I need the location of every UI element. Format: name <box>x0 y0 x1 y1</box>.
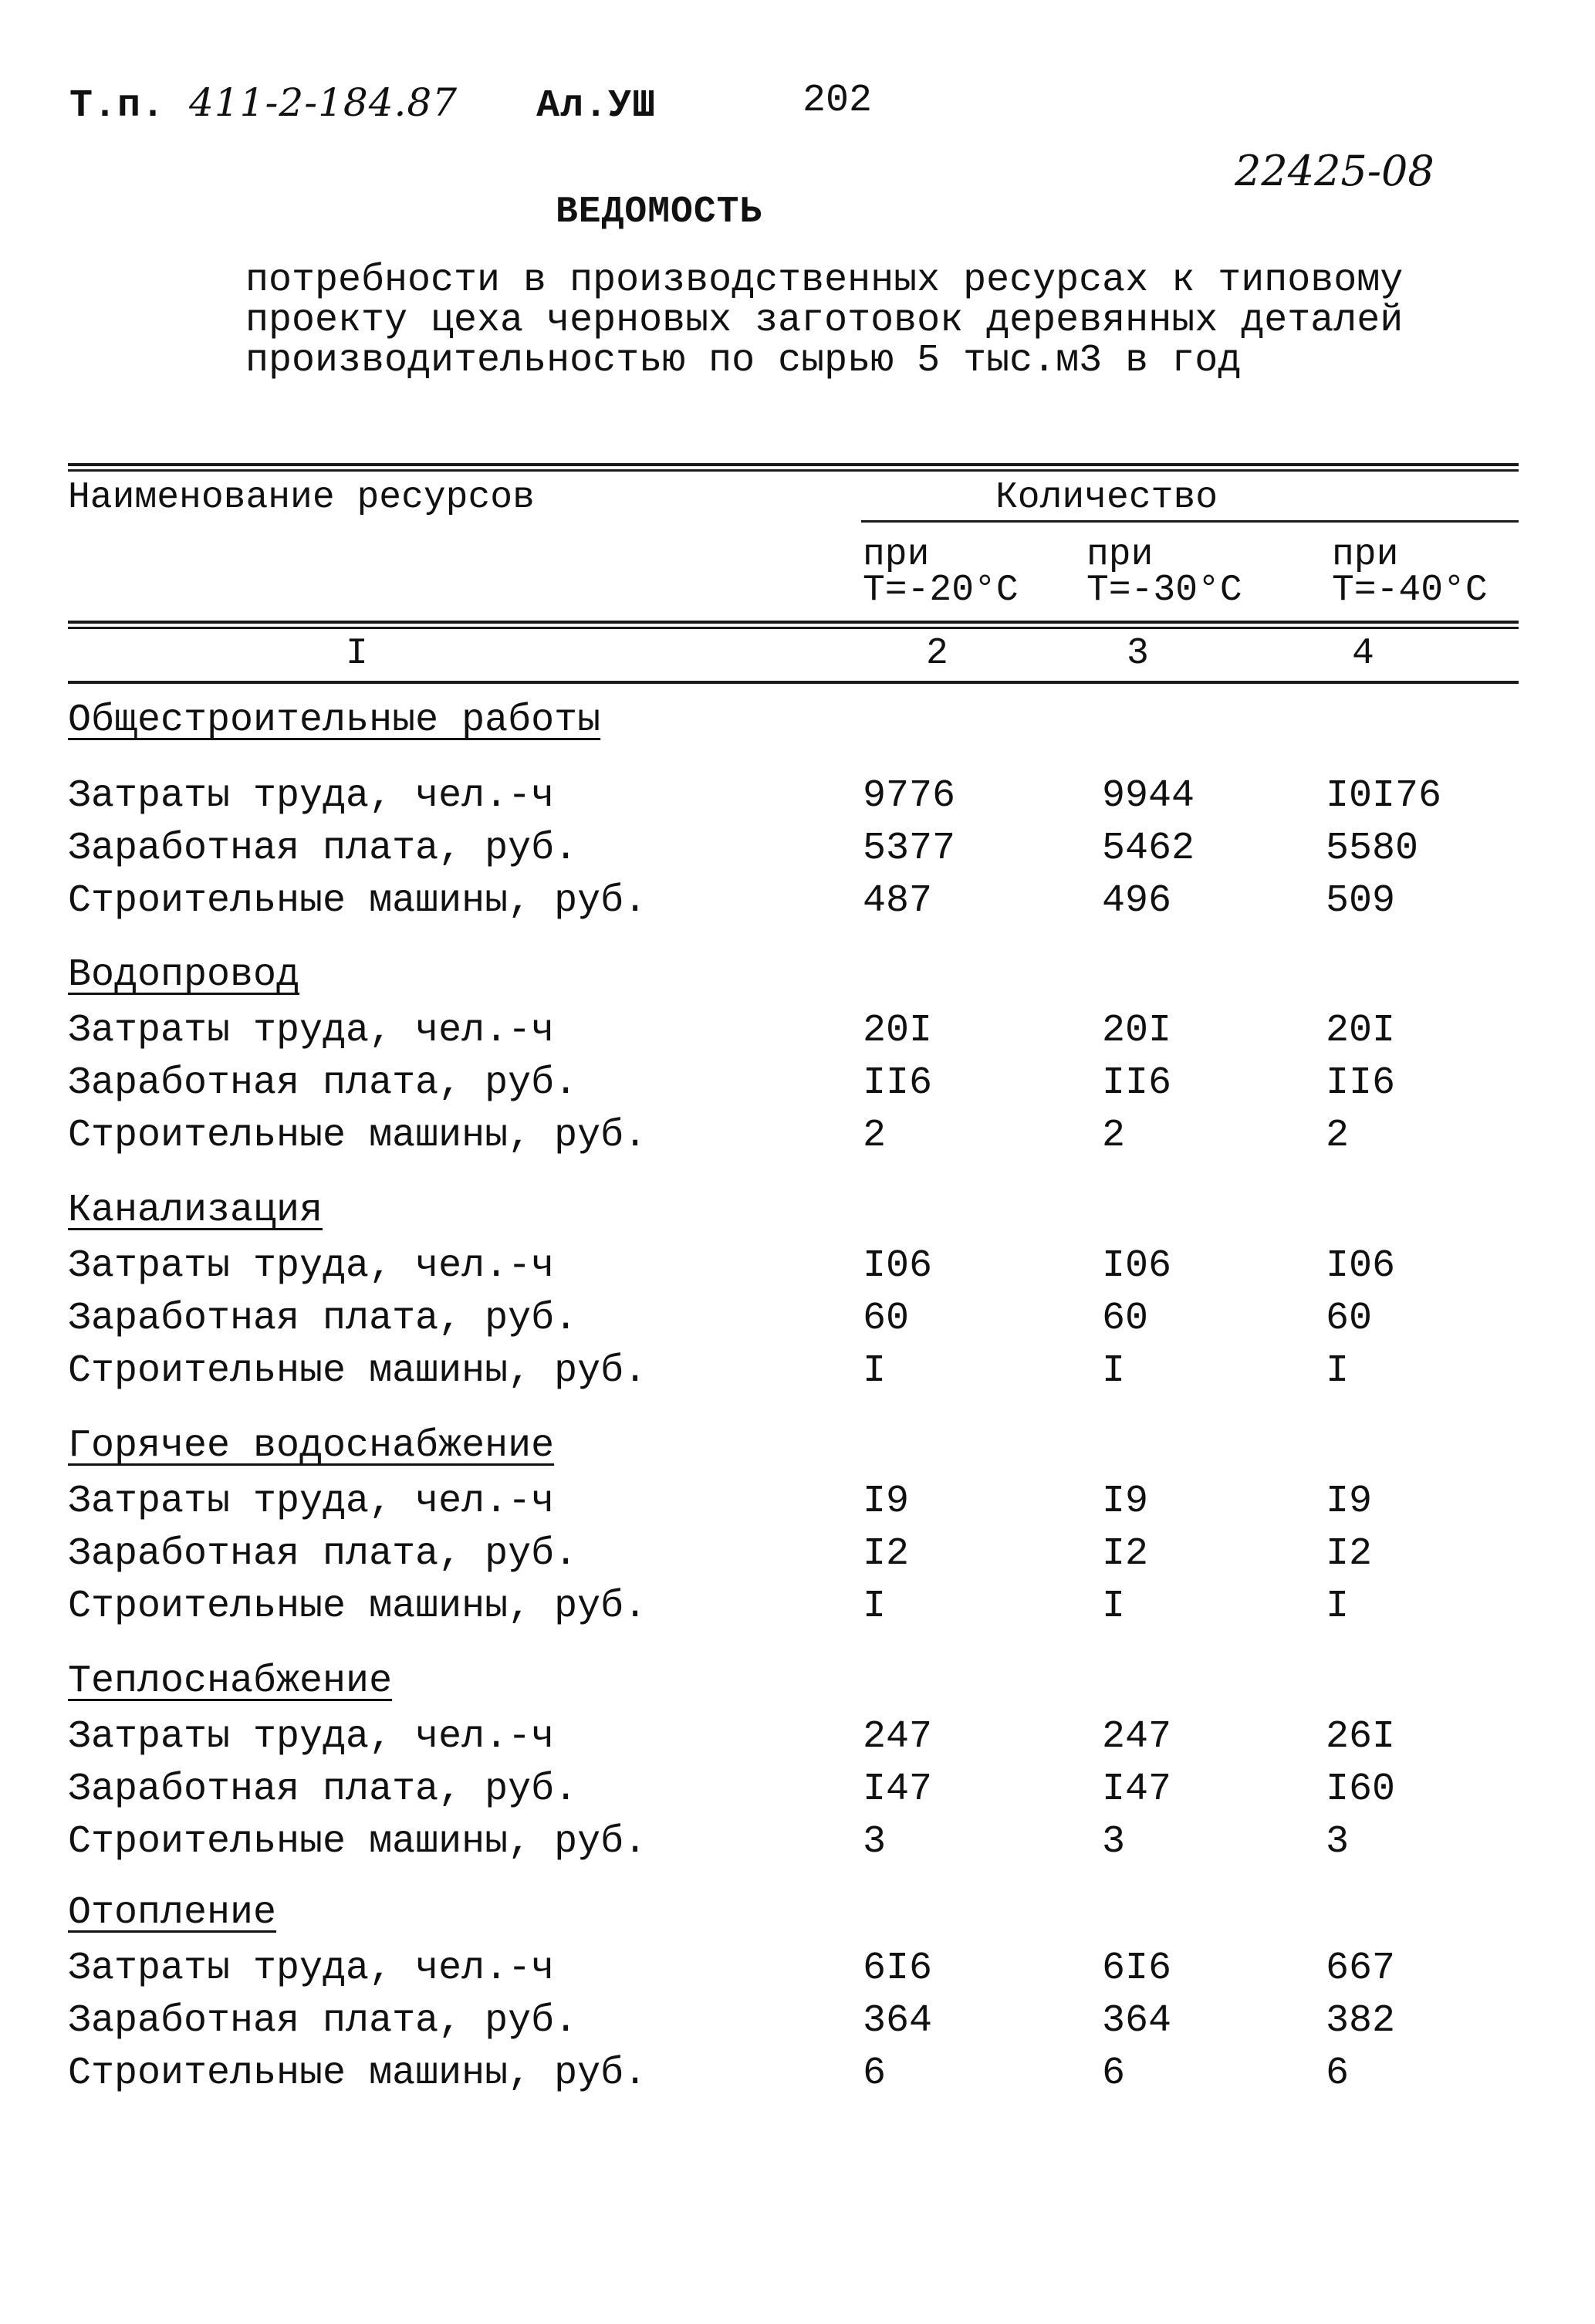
col-header-name: Наименование ресурсов <box>68 477 535 519</box>
condition-col-3 <box>1086 534 1242 611</box>
section-title: Теплоснабжение <box>68 1659 393 1703</box>
document-title: ВЕДОМОСТЬ <box>556 191 763 233</box>
project-code: 411-2-184.87 <box>189 80 458 125</box>
table-cell-col-4: I06 <box>1326 1244 1396 1288</box>
table-cell-col-3: 5462 <box>1102 827 1195 871</box>
row-label: Строительные машины, руб. <box>68 879 647 923</box>
table-cell-col-3: 496 <box>1102 879 1172 923</box>
table-cell-col-2: I2 <box>863 1532 910 1576</box>
row-label: Затраты труда, чел.-ч <box>68 1947 555 1991</box>
row-label: Затраты труда, чел.-ч <box>68 1715 555 1759</box>
table-cell-col-4: I <box>1326 1349 1350 1393</box>
col-header-quantity: Количество <box>995 477 1218 519</box>
header-bottom-rule-2 <box>68 627 1519 629</box>
row-label: Строительные машины, руб. <box>68 2052 647 2096</box>
row-label: Затраты труда, чел.-ч <box>68 1009 555 1053</box>
table-cell-col-4: 3 <box>1326 1820 1350 1864</box>
table-cell-col-3: I <box>1102 1349 1126 1393</box>
table-cell-col-4: 382 <box>1326 1999 1396 2043</box>
row-label: Заработная плата, руб. <box>68 827 578 871</box>
row-label: Строительные машины, руб. <box>68 1820 647 1864</box>
table-cell-col-2: I47 <box>863 1768 933 1812</box>
table-cell-col-2: 3 <box>863 1820 887 1864</box>
condition-temp: Т=-40°С <box>1332 570 1488 611</box>
doc-header <box>69 80 656 128</box>
col-number-2: 2 <box>926 633 948 675</box>
section-title: Общестроительные работы <box>68 699 601 743</box>
section-title: Водопровод <box>68 953 300 997</box>
row-label: Заработная плата, руб. <box>68 1532 578 1576</box>
row-label: Строительные машины, руб. <box>68 1349 647 1393</box>
table-cell-col-3: 20I <box>1102 1009 1172 1053</box>
table-cell-col-3: I <box>1102 1585 1126 1629</box>
document-subtitle <box>245 261 1403 381</box>
table-cell-col-4: 2 <box>1326 1114 1350 1158</box>
table-cell-col-3: 60 <box>1102 1297 1149 1341</box>
table-cell-col-2: 487 <box>863 879 933 923</box>
table-cell-col-4: I2 <box>1326 1532 1373 1576</box>
table-cell-col-4: I9 <box>1326 1480 1373 1524</box>
album-label: Ал.УШ <box>536 84 657 128</box>
condition-temp: Т=-20°С <box>863 570 1019 611</box>
table-cell-col-4: I <box>1326 1585 1350 1629</box>
condition-label: при <box>1332 534 1399 576</box>
row-label: Строительные машины, руб. <box>68 1114 647 1158</box>
col-number-4: 4 <box>1352 633 1374 675</box>
table-top-rule <box>68 463 1519 466</box>
condition-label: при <box>863 534 930 576</box>
table-cell-col-2: 364 <box>863 1999 933 2043</box>
header-bottom-rule <box>68 621 1519 624</box>
table-cell-col-2: 2 <box>863 1114 887 1158</box>
table-top-rule-2 <box>68 469 1519 472</box>
table-cell-col-3: 247 <box>1102 1715 1172 1759</box>
section-title: Горячее водоснабжение <box>68 1424 555 1468</box>
table-cell-col-4: 509 <box>1326 879 1396 923</box>
table-cell-col-2: 5377 <box>863 827 956 871</box>
table-cell-col-3: 6 <box>1102 2052 1126 2096</box>
col-numbers-rule <box>68 681 1519 684</box>
table-cell-col-2: 247 <box>863 1715 933 1759</box>
row-label: Заработная плата, руб. <box>68 1999 578 2043</box>
subtitle-line: производительностью по сырью 5 тыс.м3 в год <box>245 339 1242 383</box>
row-label: Заработная плата, руб. <box>68 1768 578 1812</box>
archive-number: 22425-08 <box>1235 147 1434 195</box>
table-cell-col-2: 20I <box>863 1009 933 1053</box>
table-cell-col-3: II6 <box>1102 1061 1172 1105</box>
table-cell-col-2: 6 <box>863 2052 887 2096</box>
condition-temp: Т=-30°С <box>1086 570 1242 611</box>
table-cell-col-3: 9944 <box>1102 774 1195 818</box>
row-label: Затраты труда, чел.-ч <box>68 774 555 818</box>
subtitle-line: проекту цеха черновых заготовок деревянных деталей <box>245 299 1404 343</box>
subtitle-line: потребности в производственных ресурсах к типовому <box>245 259 1404 303</box>
table-cell-col-3: 2 <box>1102 1114 1126 1158</box>
table-cell-col-3: 364 <box>1102 1999 1172 2043</box>
row-label: Заработная плата, руб. <box>68 1061 578 1105</box>
header-prefix: Т.п. <box>69 84 166 128</box>
table-cell-col-4: 6 <box>1326 2052 1350 2096</box>
row-label: Затраты труда, чел.-ч <box>68 1244 555 1288</box>
row-label: Строительные машины, руб. <box>68 1585 647 1629</box>
table-cell-col-4: 20I <box>1326 1009 1396 1053</box>
table-cell-col-4: 667 <box>1326 1947 1396 1991</box>
table-cell-col-2: II6 <box>863 1061 933 1105</box>
table-cell-col-4: II6 <box>1326 1061 1396 1105</box>
table-cell-col-2: I9 <box>863 1480 910 1524</box>
col-number-1: I <box>346 633 368 675</box>
section-title: Канализация <box>68 1189 323 1233</box>
table-cell-col-3: 6I6 <box>1102 1947 1172 1991</box>
row-label: Затраты труда, чел.-ч <box>68 1480 555 1524</box>
table-cell-col-2: I06 <box>863 1244 933 1288</box>
table-cell-col-2: 9776 <box>863 774 956 818</box>
table-cell-col-2: I <box>863 1585 887 1629</box>
col-number-3: 3 <box>1127 633 1149 675</box>
table-cell-col-3: I47 <box>1102 1768 1172 1812</box>
table-cell-col-3: I06 <box>1102 1244 1172 1288</box>
condition-label: при <box>1086 534 1154 576</box>
table-cell-col-4: I0I76 <box>1326 774 1442 818</box>
table-cell-col-4: I60 <box>1326 1768 1396 1812</box>
table-cell-col-3: I9 <box>1102 1480 1149 1524</box>
table-cell-col-2: I <box>863 1349 887 1393</box>
table-cell-col-2: 60 <box>863 1297 910 1341</box>
page-number: 202 <box>803 79 873 123</box>
table-cell-col-4: 5580 <box>1326 827 1419 871</box>
row-label: Заработная плата, руб. <box>68 1297 578 1341</box>
table-cell-col-4: 60 <box>1326 1297 1373 1341</box>
quantity-underline <box>861 520 1519 523</box>
condition-col-2 <box>863 534 1019 611</box>
table-cell-col-3: I2 <box>1102 1532 1149 1576</box>
table-cell-col-3: 3 <box>1102 1820 1126 1864</box>
table-cell-col-2: 6I6 <box>863 1947 933 1991</box>
condition-col-4 <box>1332 534 1488 611</box>
section-title: Отопление <box>68 1891 277 1935</box>
table-cell-col-4: 26I <box>1326 1715 1396 1759</box>
